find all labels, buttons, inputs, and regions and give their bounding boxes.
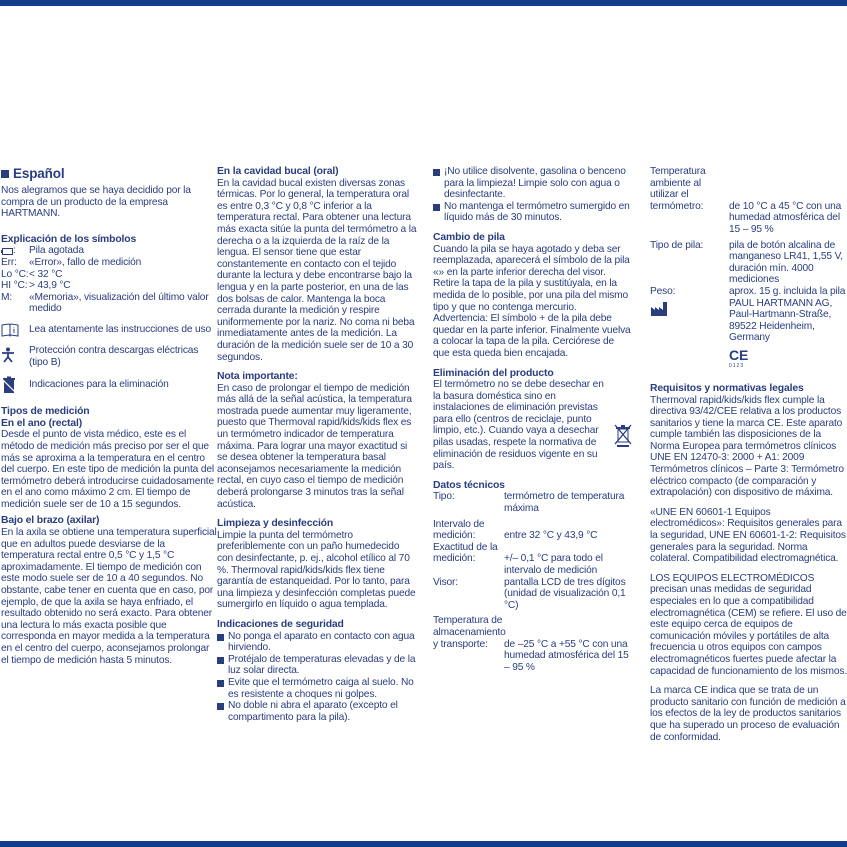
note-text: En caso de prolongar el tiempo de medición más allá de la señal acústica, la temperatura mostrada puede aumentar muy ligeramente, puesto que Thermoval rapid/kids/kids flex es un termómetro indicador de temperatura máxima. Para lograr una mayor exactitud si se desea obtener la temperatura basal aconsejamos necesariamente la medición rectal, en cuyo caso el tiempo de medición deberá prolongarse 3 minutos tras la señal acústica.: [217, 382, 412, 510]
safety-heading: Indicaciones de seguridad: [217, 618, 344, 630]
safety-item: Evite que el termómetro caiga al suelo. No es resistente a choques ni golpes.: [217, 677, 417, 700]
intro-text: Nos alegramos que se haya decidido por la compra de un producto de la empresa HARTMANN.: [1, 185, 191, 220]
disposal-heading: Eliminación del producto: [433, 367, 554, 379]
symbol-key: M:: [1, 291, 13, 303]
oral-text: En la cavidad bucal existen diversas zonas térmicas. Por lo general, la temperatura oral es entre 0,3 °C y 0,8 °C inferior a la temperatura rectal. Para obtener una lectura más exacta sitúe la punta del termómetro a la derecha o a la izquierda de la raíz de la lengua. El sensor tiene que estar constantemente en contacto con el tejido durante la lectura y debe encontrarse bajo la lengua y en la parte posterior, en una de las dos bolsas de calor. Mantenga la boca cerrada durante la medición y respire uniformemente por la nariz. No coma ni beba inmediatamente antes de la medición. La duración de la medición suele ser de 10 a 30 segundos.: [217, 177, 417, 363]
symbol-key: HI °C:: [1, 280, 28, 292]
tech-key: Exactitud de la medición:: [433, 541, 498, 565]
symbol-key-battery: :: [1, 245, 29, 257]
spec-value-weight: aprox. 15 g. incluida la pila PAUL HARTMANN AG, Paul-Hartmann-Straße, 89522 Heidenheim, Germany CE 0123: [729, 285, 846, 369]
spec-value: de 10 °C a 45 °C con una humedad atmosférica del 15 – 95 %: [729, 200, 842, 235]
axillar-text: En la axila se obtiene una temperatura superficial que en adultos puede desviarse de la temperatura rectal entre 0,5 °C y 1,5 °C aproximadamente. El tiempo de medición con este modo suele ser de 10 a 40 segundos. No obstante, cabe tener en cuenta que en caso, por ejemplo, de que la axila se haya enfriado, el resultado obtenido no será exacto. Para obtener una lectura lo más exacta posible que corresponda en mayor medida a la temperatura en el centro del cuerpo, aconsejamos prolongar el tiempo de medición hasta 5 minutos.: [1, 527, 217, 666]
column-4: [650, 166, 847, 743]
battery-icon: [1, 248, 13, 255]
requirements-heading: Requisitos y normativas legales: [650, 382, 804, 394]
tech-value: pantalla LCD de tres dígitos (unidad de visualización 0,1 °C): [504, 576, 626, 611]
book-info-icon: [1, 323, 19, 337]
note-heading: Nota importante:: [217, 371, 298, 383]
safety-item: No doble ni abra el aparato (excepto el compartimento para la pila).: [217, 700, 417, 723]
symbol-key: Err:: [1, 256, 17, 268]
column-3: [433, 166, 633, 673]
disposal-text: Indicaciones para la eliminación: [29, 379, 169, 391]
disposal-text: El termómetro no se debe desechar en la basura doméstica sino en instalaciones de eliminación previstas para ello (centros de reciclaje, punto limpio, etc.). Cuando vaya a desechar pilas usadas, respete la normativa de eliminación de residuos vigente en su país.: [433, 379, 604, 472]
spec-value: pila de botón alcalina de manganeso LR41, 1,55 V, duración mín. 4000 mediciones: [729, 239, 843, 286]
trash-bin-icon: [1, 376, 17, 394]
symbol-shock-protection: [1, 345, 219, 368]
symbol-disposal: [1, 376, 219, 394]
symbol-value: Pila agotada: [29, 245, 84, 257]
cleaning-bullet: No mantenga el termómetro sumergido en líquido más de 30 minutos.: [433, 201, 633, 224]
emc-text: LOS EQUIPOS ELECTROMÉDICOS precisan unas medidas de seguridad especiales en lo que a compatibilidad electromagnética (CEM) se refiere. El uso de este equipo cerca de equipos de comunicación móviles y portátiles de alta frecuencia u otros equipos con campos electromagnéticos fuertes puede afectar la capacidad de funcionamiento de los mismos.: [650, 572, 847, 677]
spec-key-weight: Peso:: [650, 286, 729, 369]
spec-key: Tipo de pila:: [650, 239, 704, 251]
weee-bin-icon: [613, 423, 633, 447]
bullet-square-icon: [217, 657, 224, 664]
top-color-bar: [0, 0, 847, 6]
manufacturer-line: Paul-Hartmann-Straße,: [729, 309, 832, 321]
read-instructions-text: Lea atentamente las instrucciones de uso: [29, 324, 212, 336]
rectal-heading: En el ano (rectal): [1, 417, 83, 429]
heading-square-icon: [1, 170, 9, 178]
symbol-read-instructions: [1, 323, 219, 337]
manufacturer-factory-icon: [650, 301, 668, 317]
bullet-square-icon: [433, 204, 440, 211]
axillar-heading: Bajo el brazo (axilar): [1, 515, 100, 527]
tech-value: entre 32 °C y 43,9 °C: [504, 530, 598, 542]
disposal-block: [433, 379, 633, 472]
tech-value: +/– 0,1 °C para todo el intervalo de medición: [504, 553, 603, 576]
oral-heading: En la cavidad bucal (oral): [217, 166, 339, 177]
column-1: [1, 166, 219, 666]
tech-value: de –25 °C a +55 °C con una humedad atmosférica del 15 – 95 %: [504, 638, 629, 673]
shock-protection-text: Protección contra descargas eléctricas (tipo B): [29, 344, 199, 368]
bottom-color-bar: [0, 841, 847, 847]
bullet-square-icon: [217, 680, 224, 687]
bullet-square-icon: [217, 703, 224, 710]
cleaning-text: Limpie la punta del termómetro preferiblemente con un paño humedecido con desinfectante, p. ej., alcohol etílico al 70 %. Thermoval rapid/kids/kids flex tiene garantía de estanqueidad. Por lo tanto, para una limpieza y desinfección completas puede sumergirlo en líquido o agua templada.: [217, 529, 416, 611]
rectal-text: Desde el punto de vista médico, este es el método de medición más preciso por ser el que más se aproxima a la temperatura en el centro del cuerpo. En este tipo de medición la punta del termómetro deberá introducirse cuidadosamente en el ano como máximo 2 cm. El tiempo de medición suele ser de 10 a 15 segundos.: [1, 429, 214, 510]
type-b-person-icon: [1, 347, 15, 363]
symbol-key: Lo °C:: [1, 268, 29, 280]
svg-text:i: i: [13, 327, 15, 335]
symbol-value: «Error», fallo de medición: [29, 256, 142, 268]
symbols-list: [1, 245, 219, 315]
symbols-heading: Explicación de los símbolos: [1, 233, 137, 245]
bullet-square-icon: [217, 634, 224, 641]
cleaning-heading: Limpieza y desinfección: [217, 518, 334, 530]
tech-key: Intervalo de medición:: [433, 518, 485, 542]
tech-heading: Datos técnicos: [433, 479, 505, 491]
language-title: Español: [1, 166, 219, 181]
une-text: «UNE EN 60601-1 Equipos electromédicos»: Requisitos generales para la seguridad, UNE EN 60601-1-2: Requisitos generales para la seguridad. Norma colateral. Compatibilidad electromagnética.: [650, 506, 846, 565]
manufacturer-line: 89522 Heidenheim,: [729, 320, 815, 332]
battery-text: Cuando la pila se haya agotado y deba ser reemplazada, aparecerá el símbolo de la pila «» en la parte inferior derecha del visor. Retire la tapa de la pila y sustitúyala, en la medida de lo posible, por una pila del mismo tipo y que no contenga mercurio. Advertencia: El símbolo + de la pila debe quedar en la parte inferior. Finalmente vuelva a colocar la tapa de la pila. Cerciórese de que esta queda bien encajada.: [433, 243, 631, 359]
safety-item: No ponga el aparato en contacto con agua hirviendo.: [217, 631, 417, 654]
spec-table: [650, 166, 847, 369]
symbol-value: > 43,9 °C: [29, 280, 71, 292]
column-2: [217, 166, 417, 723]
spec-key: Temperatura ambiente al utilizar el termómetro:: [650, 166, 706, 212]
symbol-value: «Memoria», visualización del último valor medido: [29, 291, 209, 315]
cleaning-bullet: ¡No utilice disolvente, gasolina o benceno para la limpieza! Limpie solo con agua o desinfectante.: [433, 166, 633, 201]
tech-key: Visor:: [433, 576, 458, 588]
types-heading: Tipos de medición: [1, 406, 90, 418]
manufacturer-line: PAUL HARTMANN AG,: [729, 297, 833, 309]
ce-explanation-text: La marca CE indica que se trata de un producto sanitario con función de medición a los efectos de la ley de productos sanitarios que ha superado un proceso de evaluación de conformidad.: [650, 685, 846, 743]
safety-item: Protéjalo de temperaturas elevadas y de la luz solar directa.: [217, 654, 417, 677]
symbol-value: < 32 °C: [29, 268, 63, 280]
ce-number: 0123: [729, 362, 745, 369]
tech-value: termómetro de temperatura máxima: [504, 491, 625, 515]
tech-key: Temperatura de almacenamiento y transporte:: [433, 615, 506, 650]
ce-mark: CE: [729, 346, 749, 363]
tech-key: Tipo:: [433, 491, 455, 503]
tech-table: [433, 491, 633, 673]
requirements-text: Thermoval rapid/kids/kids flex cumple la directiva 93/42/CEE relativa a los productos sanitarios y tiene la marca CE. Este aparato cumple también las disposiciones de la Norma Europea para termómetros clínicos UNE EN 12470-3: 2000 + A1: 2009 Termómetros clínicos – Parte 3: Termómetro eléctrico compacto (de comparación y extrapolación) con dispositivo de máxima.: [650, 394, 844, 499]
bullet-square-icon: [433, 169, 440, 176]
battery-heading: Cambio de pila: [433, 231, 505, 243]
manufacturer-line: Germany: [729, 332, 770, 344]
